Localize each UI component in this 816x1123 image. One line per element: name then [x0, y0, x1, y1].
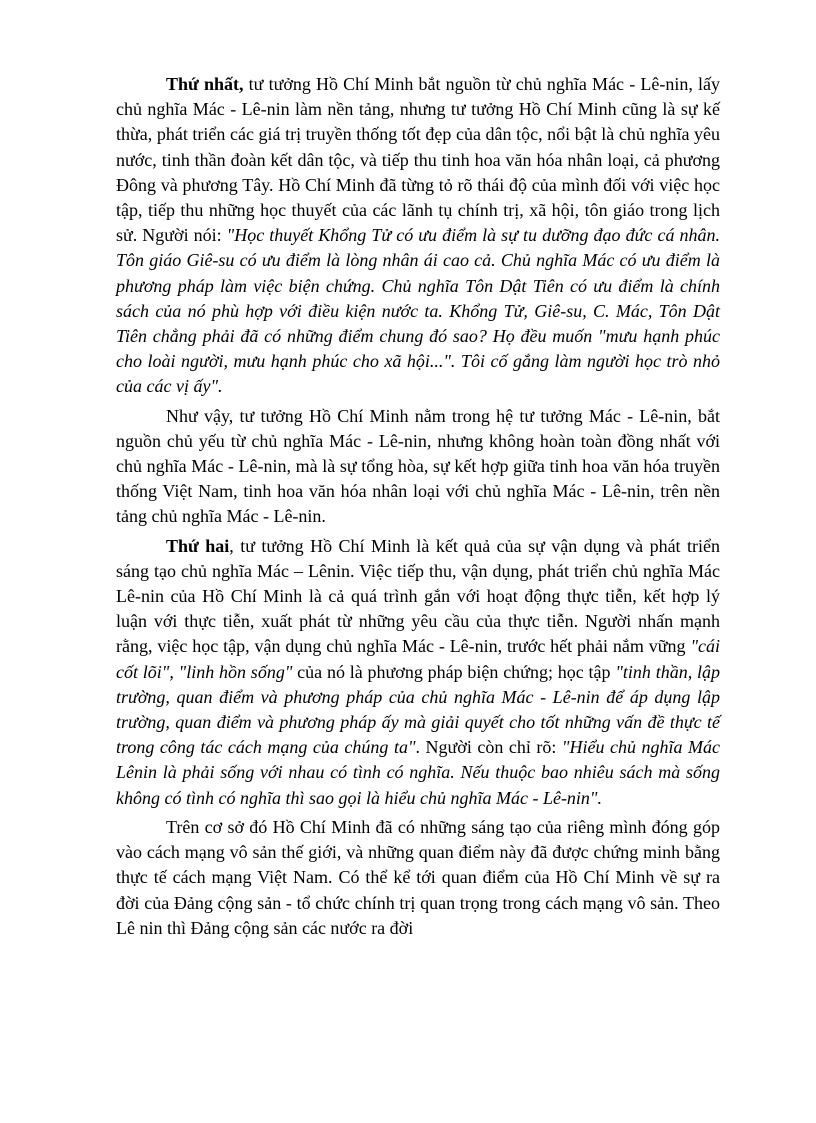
heading-second: Thứ hai: [166, 535, 230, 556]
paragraph-4-text: Trên cơ sở đó Hồ Chí Minh đã có những sáng tạo của riêng mình đóng góp vào cách mạng vô sản thế giới, và những quan điểm này đã được chứng minh bằng thực tế cách mạng Việt Nam. Có thể kể tới quan điểm của Hồ Chí Minh về sự ra đời của Đảng cộng sản - tổ chức chính trị quan trọng trong cách mạng vô sản. Theo Lê nin thì Đảng cộng sản các nước ra đời: [116, 816, 720, 938]
paragraph-3-text-3: . Người còn chỉ rõ:: [415, 737, 562, 758]
paragraph-2-text: Như vậy, tư tưởng Hồ Chí Minh nằm trong hệ tư tưởng Mác - Lê-nin, bắt nguồn chủ yếu từ chủ nghĩa Mác - Lê-nin, nhưng không hoàn toàn đồng nhất với chủ nghĩa Mác - Lê-nin, mà là sự tổng hòa, sự kết hợp giữa tinh hoa văn hóa truyền thống Việt Nam, tinh hoa văn hóa nhân loại với chủ nghĩa Mác - Lê-nin, trên nền tảng chủ nghĩa Mác - Lê-nin.: [116, 405, 720, 527]
paragraph-3-text-2: của nó là phương pháp biện chứng; học tập: [292, 661, 616, 682]
paragraph-4: [116, 815, 720, 941]
paragraph-3-quote-3: "Hiểu chủ nghĩa Mác Lênin là phải sống với nhau có tình có nghĩa. Nếu thuộc bao nhiêu sách mà sống không có tình có nghĩa thì sao gọi là hiểu chủ nghĩa Mác - Lê-nin".: [116, 737, 720, 808]
heading-first: Thứ nhất,: [166, 74, 244, 94]
paragraph-3-text-1: , tư tưởng Hồ Chí Minh là kết quả của sự vận dụng và phát triển sáng tạo chủ nghĩa Mác – Lênin. Việc tiếp thu, vận dụng, phát triển chủ nghĩa Mác Lê-nin của Hồ Chí Minh là cả quá trình gắn với hoạt động thực tiễn, kết hợp lý luận với thực tiễn, xuất phát từ những yêu cầu của thực tiễn. Người nhấn mạnh rằng, việc học tập, vận dụng chủ nghĩa Mác - Lê-nin, trước hết phải nắm vững: [116, 535, 720, 657]
paragraph-3: [116, 534, 720, 811]
paragraph-1-quote: "Học thuyết Khổng Tử có ưu điểm là sự tu dưỡng đạo đức cá nhân. Tôn giáo Giê-su có ưu điểm là lòng nhân ái cao cả. Chủ nghĩa Mác có ưu điểm là phương pháp làm việc biện chứng. Chủ nghĩa Tôn Dật Tiên có ưu điểm là chính sách của nó phù hợp với điều kiện nước ta. Khổng Tử, Giê-su, C. Mác, Tôn Dật Tiên chẳng phải đã có những điểm chung đó sao? Họ đều muốn "mưu hạnh phúc cho loài người, mưu hạnh phúc cho xã hội...". Tôi cố gắng làm người học trò nhỏ của các vị ấy".: [116, 225, 720, 397]
paragraph-1: [116, 72, 720, 400]
paragraph-3-quote-2: "tinh thần, lập trường, quan điểm và phương pháp của chủ nghĩa Mác - Lê-nin để áp dụng lập trường, quan điểm và phương pháp ấy mà giải quyết cho tốt những vấn đề thực tế trong công tác cách mạng của chúng ta": [116, 661, 720, 758]
paragraph-3-quote-1: "cái cốt lõi", "linh hồn sống": [116, 636, 720, 682]
paragraph-2: [116, 404, 720, 530]
paragraph-1-text: tư tưởng Hồ Chí Minh bắt nguồn từ chủ nghĩa Mác - Lê-nin, lấy chủ nghĩa Mác - Lê-nin làm nền tảng, nhưng tư tưởng Hồ Chí Minh cũng là sự kế thừa, phát triển các giá trị truyền thống tốt đẹp của dân tộc, nổi bật là chủ nghĩa yêu nước, tinh thần đoàn kết dân tộc, và tiếp thu tinh hoa văn hóa nhân loại, cả phương Đông và phương Tây. Hồ Chí Minh đã từng tỏ rõ thái độ của mình đối với việc học tập, tiếp thu những học thuyết của các lãnh tụ chính trị, xã hội, tôn giáo trong lịch sử. Người nói:: [116, 74, 720, 246]
